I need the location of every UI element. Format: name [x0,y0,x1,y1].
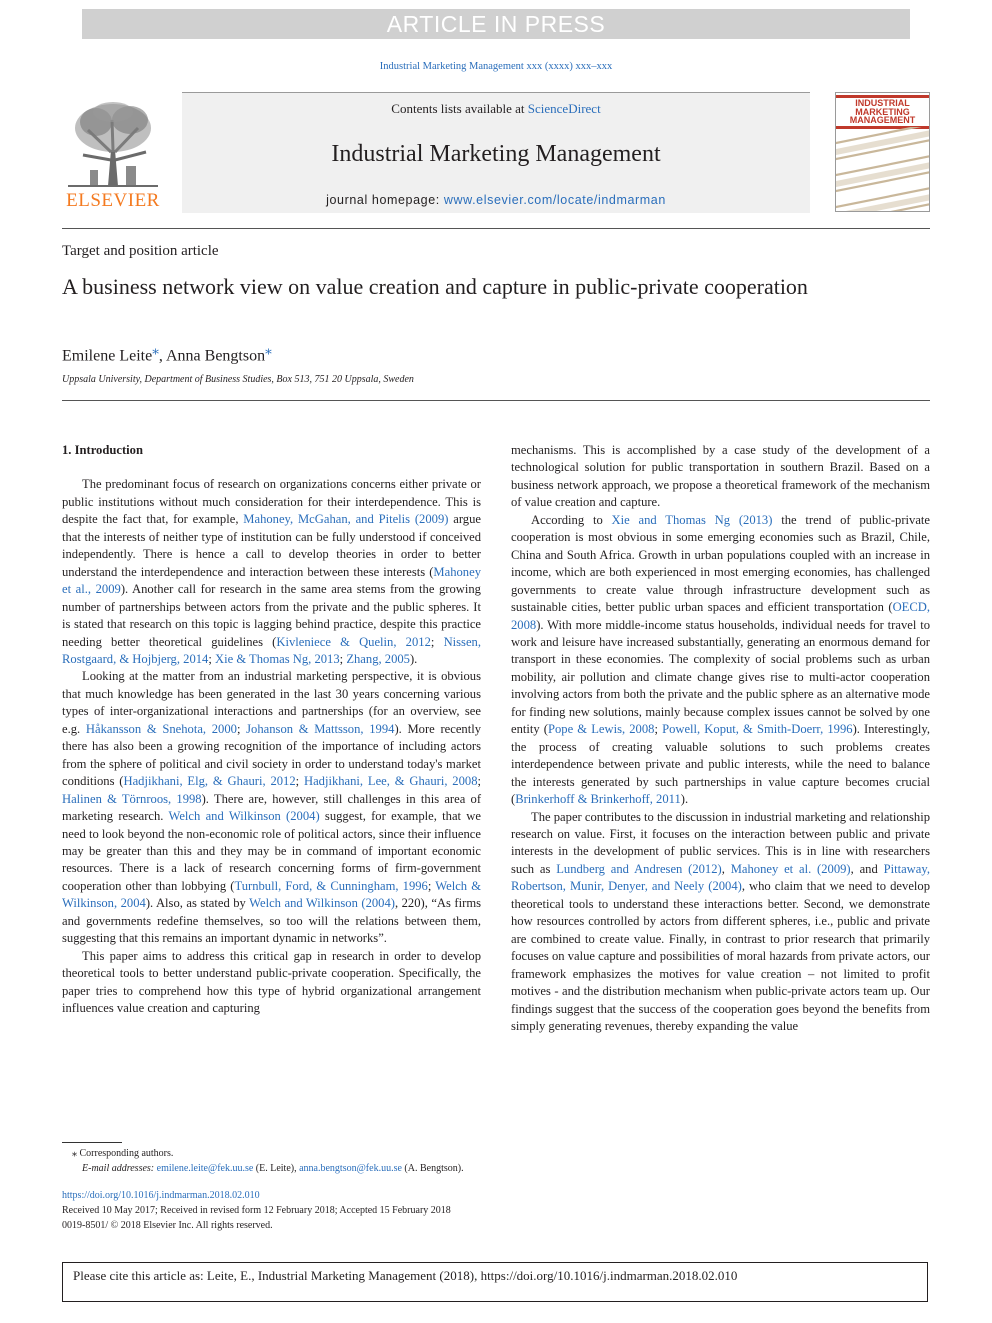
body-paragraph [62,948,481,1018]
article-type: Target and position article [62,243,219,259]
citation-link[interactable]: Welch and Wilkinson (2004) [168,809,320,824]
email-link[interactable]: anna.bengtson@fek.uu.se [299,1163,402,1174]
citation-link[interactable]: Hadjikhani, Lee, & Ghauri, 2008 [303,774,478,789]
email-label: E-mail addresses: [82,1163,155,1174]
received-dates: Received 10 May 2017; Received in revised form 12 February 2018; Accepted 15 February 2018 [62,1205,451,1216]
email-owner: (E. Leite), [255,1163,297,1174]
body-text: ; [430,634,444,649]
citation-text: Please cite this article as: Leite, E., Industrial Marketing Management (2018), https://doi.org/10.1016/j.indmarman.2018.02.010 [73,1268,738,1283]
citation-link[interactable]: Kivleniece & Quelin, 2012 [276,634,431,649]
citation-link[interactable]: Xie & Thomas Ng, 2013 [215,651,340,666]
citation-link[interactable]: Johanson & Mattsson, 1994 [246,721,395,736]
body-text: ; [477,774,481,789]
body-text: ; [427,878,436,893]
body-text: ). Another call for research in the same area stems from the growing number of partnerships between actors from the private and the public spheres. It is stated that research on this topic is lagging behind practice, despite this practice needing better theoretical guidelines ( [62,582,481,649]
body-text: ). [409,651,418,666]
body-text: The paper contributes to the discussion in industrial marketing and relationship research on value. First, it focuses on the interaction between public and private interests in the development of public services. This is in line with researchers such as [511,809,930,876]
body-text: ; [236,721,247,736]
body-text: , 220), “As firms and governments redefine themselves, so too will the relations between them, suggesting that this remains an important dynamic in networks”. [62,896,482,946]
citation-link[interactable]: Xie and Thomas Ng (2013) [611,512,773,527]
citation-link[interactable]: Pope & Lewis, 2008 [548,722,655,737]
body-paragraph [62,668,481,947]
body-column-left [62,442,481,1018]
citation-link[interactable]: OECD, 2008 [511,600,930,632]
footnote-divider [62,1142,122,1143]
body-text: , who claim that we need to develop theoretical tools to understand these interactions better. Second, we demonstrate how resources controlled by actors from different spheres, i.e., public and private are combined to create value. Finally, in contrast to prior research that primarily focuses on value capture and possibilities of moral hazards from private actors, our framework emphasizes the motives for value creation – not limited to profit motives - and the distribution mechanism when public-private actors team up. Our findings suggest that the success of the cooperation goes beyond the benefits from simply generating revenues, thereby expanding the value [511,879,931,1033]
article-in-press-banner: ARTICLE IN PRESS [82,9,910,39]
cover-title: INDUSTRIAL MARKETING MANAGEMENT [849,98,916,125]
body-text: ). Interestingly, the process of creating valuable solutions to such problems creates interdependence between private and public interests, while the need to balance the interests generated by such partnerships in value capture becomes crucial ( [511,722,930,807]
body-text: ; [339,651,347,666]
body-text: Looking at the matter from an industrial marketing perspective, it is obvious that much knowledge has been generated in the last 30 years concerning various types of inter-organizational interactions and partnerships (for an overview, see e.g. [62,669,481,736]
citation-link[interactable]: Nissen, Rostgaard, & Hojbjerg, 2014 [62,634,481,666]
author-list [62,342,272,365]
citation-link[interactable]: Mahoney et al. (2009) [730,861,851,876]
citation-link[interactable]: Turnbull, Ford, & Cunningham, 1996 [234,878,428,893]
body-text: ). There are, however, still challenges in this area of marketing research. [62,791,482,824]
body-text: ; [208,651,215,666]
journal-title: Industrial Marketing Management [331,141,661,167]
body-text: ). [680,792,689,807]
body-text: , and [850,861,884,876]
homepage-link[interactable]: www.elsevier.com/locate/indmarman [443,193,666,207]
email-link[interactable]: emilene.leite@fek.uu.se [156,1163,254,1174]
publication-info [62,1188,922,1233]
citation-link[interactable]: Mahoney et al., 2009 [62,564,481,597]
body-paragraph [62,476,481,668]
footnotes [62,1146,922,1176]
journal-cover-thumbnail[interactable] [835,92,930,212]
email-owner: (A. Bengtson). [404,1163,464,1174]
body-text: ; [295,774,304,789]
author-separator: , [158,347,166,365]
elsevier-tree-icon [68,100,158,188]
body-paragraph [511,809,930,1036]
body-text: According to [531,512,612,527]
citation-link[interactable]: Brinkerhoff & Brinkerhoff, 2011 [515,792,681,807]
citation-link[interactable]: Zhang, 2005 [346,651,410,666]
article-title: A business network view on value creation and capture in public-private cooperation [62,274,808,299]
footnote-text: Corresponding authors. [79,1148,174,1159]
sciencedirect-link[interactable]: ScienceDirect [527,101,601,116]
citation-link[interactable]: Pittaway, Robertson, Munir, Denyer, and Neely (2004) [511,861,930,894]
citation-link[interactable]: Håkansson & Snehota, 2000 [85,721,237,736]
section-heading-introduction: 1. Introduction [62,443,143,457]
cover-pattern-graphic [835,127,930,212]
author-corresponding-mark[interactable]: ⁎ [152,342,159,357]
citation-box [62,1262,928,1302]
contents-prefix: Contents lists available at [391,101,525,116]
body-paragraph [511,512,930,809]
body-text: the trend of public-private cooperation is most obvious in some emerging economies such as Brazil, Chile, China and South Africa. Growth in urban populations coupled with an increase in income, which are both experienced in most emerging economies, has challenged governments to create value through infrastructure development such as sustainable cities, better public urban spaces and efficient transportation ( [511,512,930,615]
citation-link[interactable]: Welch & Wilkinson, 2004 [62,878,481,911]
email-addresses [62,1161,922,1176]
author-name: Anna Bengtson [165,347,266,365]
author-affiliation: Uppsala University, Department of Business Studies, Box 513, 751 20 Uppsala, Sweden [62,374,414,385]
journal-masthead [182,92,810,213]
contents-line [182,101,810,117]
elsevier-wordmark: ELSEVIER [66,190,160,211]
body-text: , [721,861,731,876]
citation-link[interactable]: Powell, Koput, & Smith-Doerr, 1996 [662,722,853,737]
elsevier-logo[interactable] [62,100,164,212]
citation-link[interactable]: Lundberg and Andresen (2012) [556,861,722,876]
citation-link[interactable]: Halinen & Törnroos, 1998 [62,791,202,806]
citation-link[interactable]: Mahoney, McGahan, and Pitelis (2009) [243,512,449,527]
footnote-mark: ⁎ [72,1148,77,1159]
body-paragraph-continued [511,442,930,512]
body-text: mechanisms. This is accomplished by a case study of the development of a technological solution for public transportation in southern Brazil. Based on a business network approach, we propose a theoretical framework of the mechanism of value creation and capture. [511,443,930,510]
body-text: ). Also, as stated by [145,896,250,911]
citation-link[interactable]: Welch and Wilkinson (2004) [249,896,395,911]
copyright-line: 0019-8501/ © 2018 Elsevier Inc. All rights reserved. [62,1220,273,1231]
body-text: ). More recently there has also been a growing recognition of the importance of including actors from the sphere of political and civil society in order to understand today's market conditions ( [62,721,482,789]
corresponding-author-note [62,1146,922,1161]
body-column-right [511,442,930,1035]
homepage-prefix: journal homepage: [326,193,440,207]
journal-reference[interactable]: Industrial Marketing Management xxx (xxxx) xxx–xxx [379,61,613,72]
doi-link[interactable]: https://doi.org/10.1016/j.indmarman.2018.02.010 [62,1190,260,1201]
masthead-divider [62,228,930,229]
body-text: ). With more middle-income status households, individual needs for travel to work and leisure have increased substantially, generating an enormous demand for transport in these economies. The complexity of social problems such as urban mobility, air pollution and climate change gives rise to multi-actor cooperation involving actors from both the private and the public sphere as an alternative mode for finding new solutions, mainly because complex issues cannot be solved by one entity ( [511,617,930,737]
body-text: ; [654,722,663,737]
header-divider [62,400,930,401]
body-text: This paper aims to address this critical gap in research in order to develop theoretical tools to better understand public-private cooperation. Specifically, the paper tries to comprehend how this type of hybrid organizational arrangement influences value creation and capturing [62,948,481,1016]
author-name: Emilene Leite [62,347,153,365]
body-text: The predominant focus of research on organizations concerns either private or public institutions without much consideration for their interdependence. This is despite the fact that, for example, [62,477,481,527]
author-corresponding-mark[interactable]: ⁎ [265,342,272,357]
body-text: argue that the interests of neither type of institution can be fully understood if conceived independently. There is hence a call to develop theories in order to better understand the interdependence and interaction between these interests ( [62,512,481,579]
journal-homepage [182,193,810,207]
citation-link[interactable]: Hadjikhani, Elg, & Ghauri, 2012 [123,774,296,789]
body-text: suggest, for example, that we need to look beyond the non-economic role of political actors, since their influence may be greater than this and they may be in command of important economic resources. There is a lack of research concerning forms of firm-government cooperation other than lobbying ( [62,809,481,893]
